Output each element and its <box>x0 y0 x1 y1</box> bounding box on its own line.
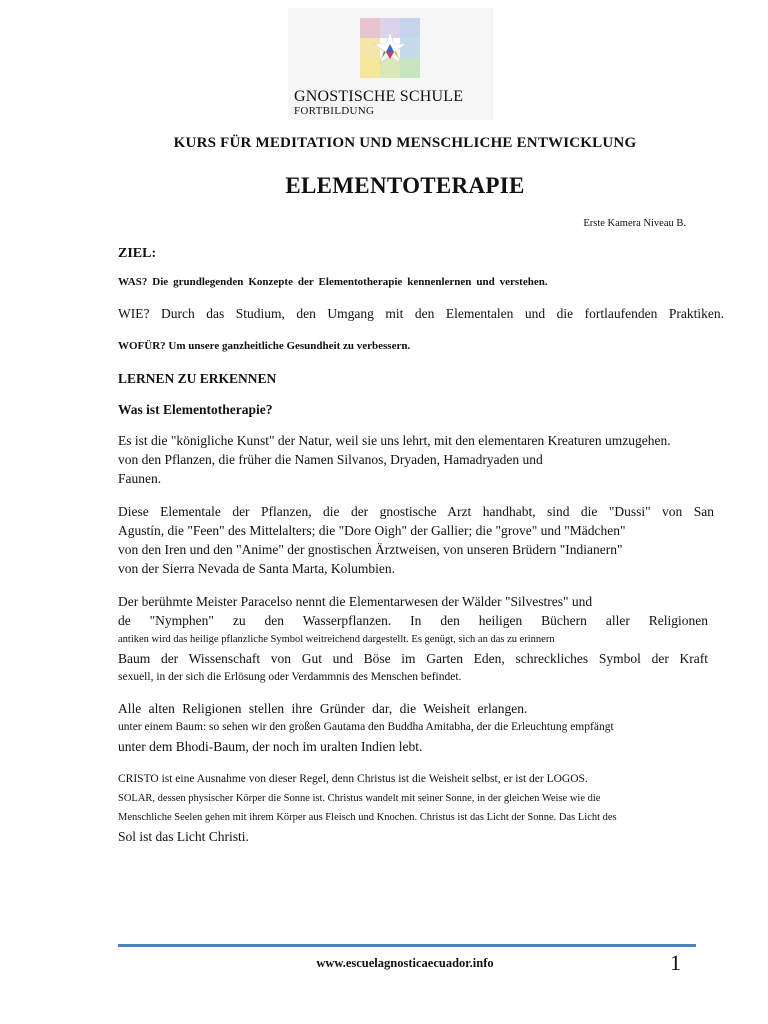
logo-subtitle: FORTBILDUNG <box>294 105 375 117</box>
footer-url[interactable]: www.escuelagnosticaecuador.info <box>316 956 494 970</box>
level-subtitle: Erste Kamera Niveau B. <box>583 218 686 229</box>
paragraph-line: Alle alten Religionen stellen ihre Gründer dar, die Weisheit erlangen. <box>118 701 528 716</box>
paragraph-line: Es ist die "königliche Kunst" der Natur, weil sie uns lehrt, mit den elementaren Kreaturen umzugehen. <box>118 433 671 448</box>
ziel-heading: ZIEL: <box>118 246 157 261</box>
logo-school-name: GNOSTISCHE SCHULE <box>294 88 464 105</box>
paragraph-2 <box>118 502 714 578</box>
paragraph-line: Menschliche Seelen gehen mit ihrem Körper aus Fleisch und Knochen. Christus ist das Licht der Sonne. Das Licht des <box>118 812 617 823</box>
paragraph-line: antiken wird das heilige pflanzliche Symbol weitreichend dargestellt. Es genügt, sich an das zu erinnern <box>118 634 555 645</box>
paragraph-line: von den Iren und den "Anime" der gnostischen Ärztweisen, von unseren Brüdern "Indianern" <box>118 542 623 557</box>
paragraph-line: von der Sierra Nevada de Santa Marta, Kolumbien. <box>118 561 396 576</box>
paragraph-line: von den Pflanzen, die früher die Namen Silvanos, Dryaden, Hamadryaden und <box>118 452 543 467</box>
page-number: 1 <box>670 950 681 975</box>
document-title: ELEMENTOTERAPIE <box>285 173 525 198</box>
footer-rule <box>118 944 696 947</box>
school-logo <box>288 8 493 120</box>
course-title: KURS FÜR MEDITATION UND MENSCHLICHE ENTWICKLUNG <box>173 135 637 151</box>
paragraph-4 <box>118 699 736 756</box>
paragraph-line: CRISTO ist eine Ausnahme von dieser Regel, denn Christus ist die Weisheit selbst, er ist der LOGOS. <box>118 773 588 785</box>
ziel-was: WAS? Die grundlegenden Konzepte der Elementotherapie kennenlernen und verstehen. <box>118 276 548 288</box>
section-heading: LERNEN ZU ERKENNEN <box>118 371 277 386</box>
ziel-wie: WIE? Durch das Studium, den Umgang mit den Elementalen und die fortlaufenden Praktiken. <box>118 306 724 321</box>
paragraph-line: Diese Elementale der Pflanzen, die der gnostische Arzt handhabt, sind die "Dussi" von San <box>118 504 714 519</box>
paragraph-5 <box>118 770 724 846</box>
paragraph-line: unter dem Bhodi-Baum, der noch im uralten Indien lebt. <box>118 739 423 754</box>
paragraph-line: sexuell, in der sich die Erlösung oder Verdammnis des Menschen befindet. <box>118 671 462 683</box>
paragraph-1 <box>118 431 738 488</box>
paragraph-line: Sol ist das Licht Christi. <box>118 829 249 844</box>
star-logo-icon <box>360 18 420 78</box>
paragraph-line: Agustín, die "Feen" des Mittelalters; die "Dore Oigh" der Gallier; die "grove" und "Mädchen" <box>118 523 626 538</box>
paragraph-line: de "Nymphen" zu den Wasserpflanzen. In den heiligen Büchern aller Religionen <box>118 613 708 628</box>
paragraph-line: unter einem Baum: so sehen wir den großen Gautama den Buddha Amitabha, der die Erleuchtung empfängt <box>118 721 614 733</box>
paragraph-line: Der berühmte Meister Paracelso nennt die Elementarwesen der Wälder "Silvestres" und <box>118 594 593 609</box>
paragraph-3 <box>118 592 708 687</box>
section-question: Was ist Elementotherapie? <box>118 402 273 417</box>
paragraph-line: SOLAR, dessen physischer Körper die Sonne ist. Christus wandelt mit seiner Sonne, in der gleichen Weise wie die <box>118 793 601 804</box>
ziel-wofur: WOFÜR? Um unsere ganzheitliche Gesundheit zu verbessern. <box>118 340 411 352</box>
paragraph-line: Baum der Wissenschaft von Gut und Böse im Garten Eden, schreckliches Symbol der Kraft <box>118 651 708 666</box>
paragraph-line: Faunen. <box>118 471 162 486</box>
